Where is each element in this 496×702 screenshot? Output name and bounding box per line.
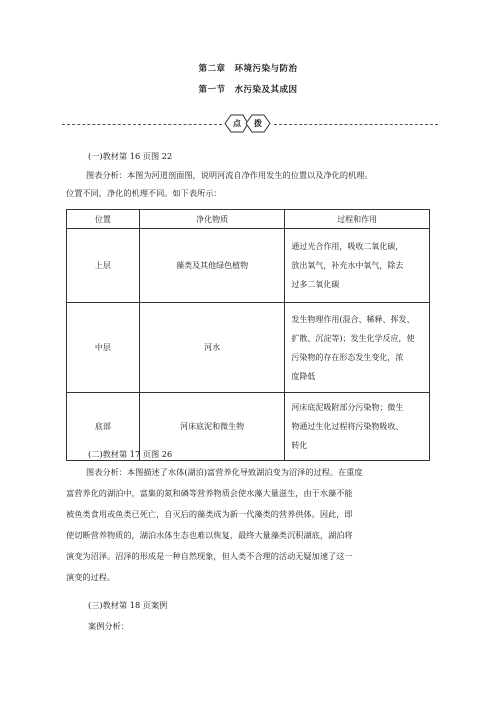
part1-analysis-line2: 位置不同，净化的机理不同。如下表所示： — [66, 188, 222, 198]
process-line: 河床底泥吸附部分污染物；微生 — [291, 403, 404, 412]
process-line: 度降低 — [291, 371, 316, 381]
process-line: 放出氧气，补充水中氧气，除去 — [291, 261, 404, 270]
process-line: 通过光合作用，吸收二氧化碳， — [291, 242, 404, 251]
part3-heading: (三)教材第 18 页案例 — [88, 600, 168, 610]
process-line: 转化 — [291, 441, 308, 450]
part2-line: 演变为沼泽。沼泽的形成是一种自然现象，但人类不合理的活动无疑加速了这一 — [66, 551, 353, 561]
section-title: 第一节 水污染及其成因 — [198, 85, 298, 95]
part2-heading: (二)教材第 17 页图 26 — [88, 449, 173, 459]
process-line: 污染物的存在形态发生变化，浓 — [291, 352, 404, 362]
table-row — [67, 303, 430, 393]
dashed-divider-right — [274, 124, 438, 125]
table-header-row — [67, 210, 430, 229]
part2-line: 被鱼类食用或鱼类已死亡，自灭后的藻类成为新一代藻类的营养供体。因此，即 — [66, 509, 353, 519]
part2-line: 演变的过程。 — [66, 572, 116, 582]
table-row — [67, 229, 430, 303]
part1-analysis-line1: 图表分析：本图为河道剖面图，说明河流自净作用发生的位置以及净化的机理。 — [86, 170, 373, 180]
header-position: 位置 — [67, 210, 140, 229]
badge-char-1: 点 — [233, 118, 241, 128]
process-line: 过多二氧化碳 — [291, 280, 340, 289]
cell-process — [285, 393, 430, 461]
chapter-title: 第二章 环境污染与防治 — [198, 64, 298, 74]
process-line: 物通过生化过程将污染物吸收、 — [291, 422, 404, 431]
process-line: 扩散、沉淀等)；发生化学反应，使 — [291, 333, 415, 343]
part2-line: 富营养化的湖泊中，富集的氮和磷等营养物质会使水藻大量滋生，由于水藻不能 — [66, 488, 353, 498]
part2-line: 使切断营养物质的，湖泊水体生态也难以恢复，最终大量藻类沉积湖底，湖泊将 — [66, 530, 353, 540]
cell-substance: 河床底泥和微生物 — [139, 393, 285, 461]
dashed-divider-left — [62, 124, 222, 125]
part2-body — [66, 462, 434, 588]
cell-process — [285, 229, 430, 303]
key-points-badge — [224, 114, 272, 133]
purification-table — [66, 209, 430, 461]
cell-process — [285, 303, 430, 393]
part1-heading: (一)教材第 16 页图 22 — [88, 151, 173, 161]
part2-line: 图表分析：本图描述了水体(湖泊)富营养化导致湖泊变为沼泽的过程。在重度 — [86, 467, 363, 477]
cell-position: 底部 — [67, 393, 140, 461]
cell-position: 中层 — [67, 303, 140, 393]
header-process: 过程和作用 — [285, 210, 430, 229]
cell-position: 上层 — [67, 229, 140, 303]
badge-char-2: 拨 — [254, 118, 262, 128]
process-line: 发生物理作用(混合、稀释、挥发、 — [291, 314, 415, 324]
case-analysis-label: 案例分析： — [88, 621, 129, 631]
cell-substance: 藻类及其他绿色植物 — [139, 229, 285, 303]
header-substance: 净化物质 — [139, 210, 285, 229]
cell-substance: 河水 — [139, 303, 285, 393]
